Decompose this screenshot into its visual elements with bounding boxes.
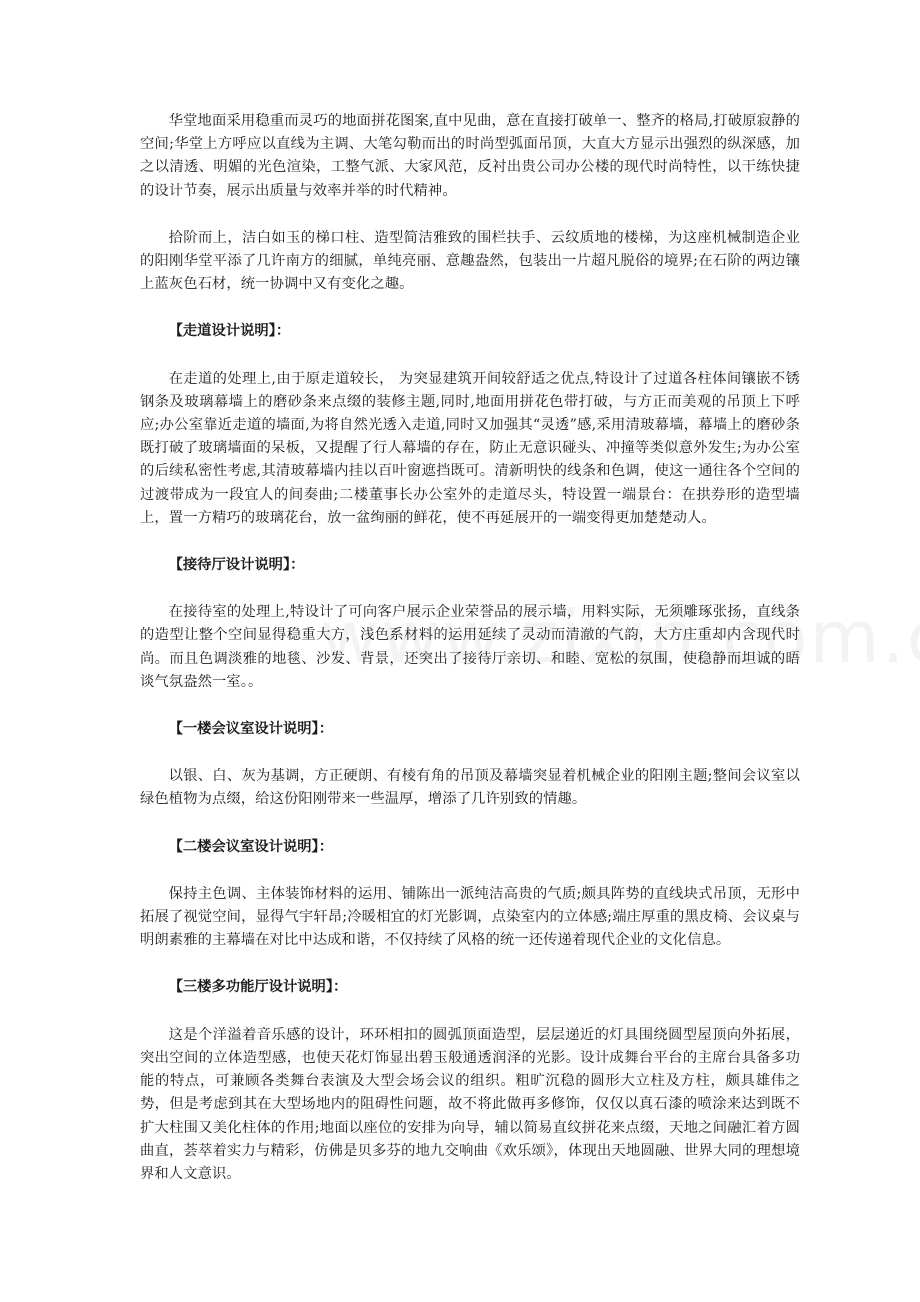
section-body-corridor: 在走道的处理上,由于原走道较长， 为突显建筑开间较舒适之优点,特设计了过道各柱体间镶嵌不锈钢条及玻璃幕墙上的磨砂条来点缀的装修主题,同时,地面用拼花色带打破，与方正而美观的吊顶上下呼应;办公室靠近走道的墙面,为将自然光透入走道,同时又加强其“灵透”感,采用清玻幕墙，幕墙上的磨砂条既打破了玻璃墙面的呆板，又提醒了行人幕墙的存在，防止无意识碰头、冲撞等类似意外发生;为办公室的后续私密性考虑,其清玻幕墙内挂以百叶窗遮挡既可。清新明快的线条和色调，使这一通往各个空间的过渡带成为一段宜人的间奏曲;二楼董事长办公室外的走道尽头，特设置一端景台：在拱券形的造型墙上，置一方精巧的玻璃花台，放一盆绚丽的鲜花，使不再延展开的一端变得更加楚楚动人。 (140, 370, 800, 526)
section-body-meeting-room-2f: 保持主色调、主体装饰材料的运用、铺陈出一派纯洁高贵的气质;颇具阵势的直线块式吊顶，无形中拓展了视觉空间，显得气宇轩昂;冷暖相宜的灯光影调，点染室内的立体感;端庄厚重的黑皮椅、会议桌与明朗素雅的主幕墙在对比中达成和谐，不仅持续了风格的统一还传递着现代企业的文化信息。 (140, 885, 800, 949)
section-body-multifunction-hall-3f: 这是个洋溢着音乐感的设计，环环相扣的圆弧顶面造型，层层递近的灯具围绕圆型屋顶向外拓展，突出空间的立体造型感，也使天花灯饰显出碧玉般通透润泽的光影。设计成舞台平台的主席台具备多功能的特点，可兼顾各类舞台表演及大型会场会议的组织。粗旷沉稳的圆形大立柱及方柱，颇具雄伟之势，但是考虑到其在大型场地内的阻碍性问题，故不将此做再多修饰，仅仅以真石漆的喷涂来达到既不扩大柱围又美化柱体的作用;地面以座位的安排为向导，辅以简易直纹拼花来点缀，天地之间融汇着方圆曲直，荟萃着实力与精彩，仿佛是贝多芬的地九交响曲《欢乐颂》，体现出天地圆融、世界大同的理想境界和人文意识。 (140, 1026, 800, 1182)
paragraph-staircase: 拾阶而上，洁白如玉的梯口柱、造型简洁雅致的围栏扶手、云纹质地的楼梯，为这座机械制造企业的阳刚华堂平添了几许南方的细腻，单纯亮丽、意趣盎然，包装出一片超凡脱俗的境界;在石阶的两边镶上蓝灰色石材，统一协调中又有变化之趣。 (140, 229, 800, 293)
document-body (140, 110, 800, 1186)
section-heading-meeting-room-1f: 【一楼会议室设计说明】： (168, 721, 334, 738)
section-heading-meeting-room-2f: 【二楼会议室设计说明】： (168, 838, 334, 855)
section-heading-corridor: 【走道设计说明】： (168, 323, 291, 340)
paragraph-lobby-floor: 华堂地面采用稳重而灵巧的地面拼花图案,直中见曲，意在直接打破单一、整齐的格局,打破原寂静的空间;华堂上方呼应以直线为主调、大笔勾勒而出的时尚型弧面吊顶，大直大方显示出强烈的纵深感，加之以清透、明媚的光色渲染，工整气派、大家风范，反衬出贵公司办公楼的现代时尚特性，以干练快捷的设计节奏，展示出质量与效率并举的时代精神。 (140, 113, 800, 199)
section-body-meeting-room-1f: 以银、白、灰为基调，方正硬朗、有棱有角的吊顶及幕墙突显着机械企业的阳刚主题;整间会议室以绿色植物为点缀，给这份阳刚带来一些温厚，增添了几许别致的情趣。 (140, 768, 800, 808)
section-body-reception: 在接待室的处理上,特设计了可向客户展示企业荣誉品的展示墙，用料实际，无须雕琢张扬，直线条的造型让整个空间显得稳重大方，浅色系材料的运用延续了灵动而清澈的气韵，大方庄重却内含现代时尚。而且色调淡雅的地毯、沙发、背景，还突出了接待厅亲切、和睦、宽松的氛围，使稳静而坦诚的晤谈气氛盎然一室。。 (140, 604, 800, 690)
section-heading-multifunction-hall-3f: 【三楼多功能厅设计说明】： (168, 979, 348, 996)
section-heading-reception: 【接待厅设计说明】： (168, 557, 305, 574)
